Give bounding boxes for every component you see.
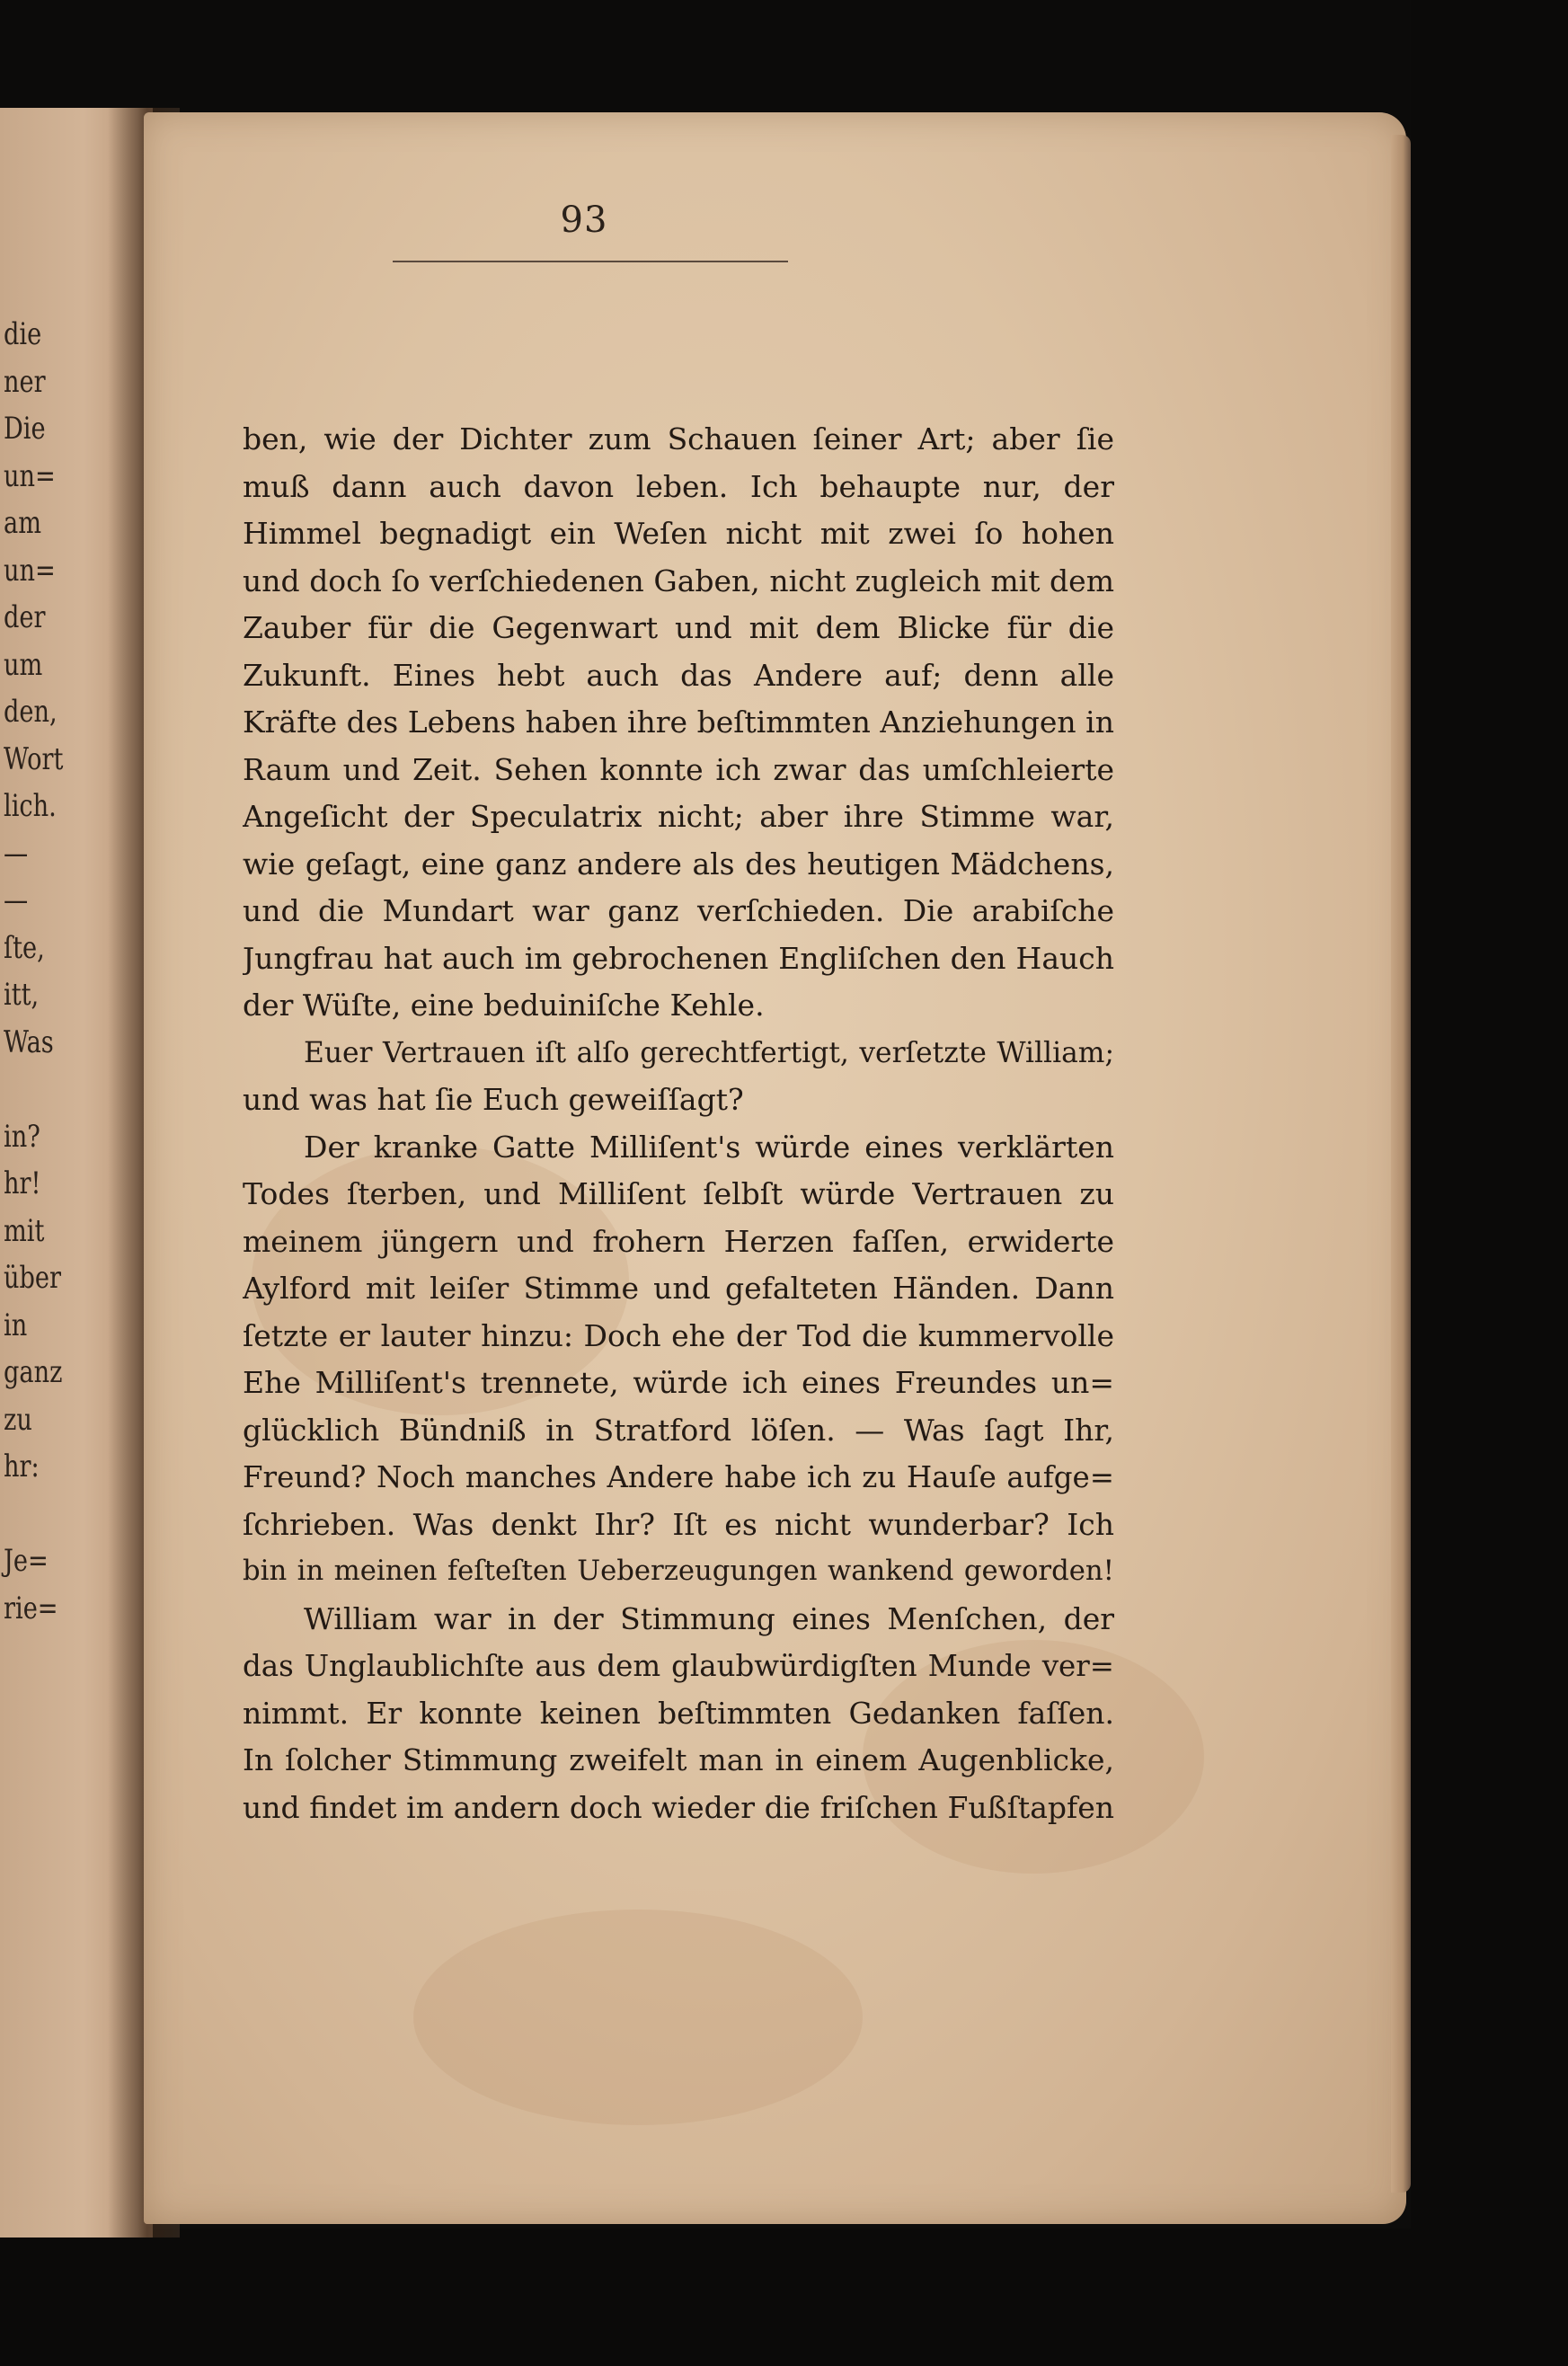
previous-page-fragment: der [4,599,46,635]
previous-page-fragment: über [4,1260,62,1296]
previous-page-fragment: itt, [4,977,40,1013]
background-bottom [0,2229,1568,2366]
text-line: Raum und Zeit. Sehen konnte ich zwar das umſchleierte [243,751,1114,787]
text-line: das Unglaublichſte aus dem glaubwürdigſten Munde ver= [243,1649,1114,1683]
text-line: und findet im andern doch wieder die friſchen Fußſtapfen [243,1789,1114,1825]
previous-page-fragment: — [4,882,29,918]
text-line: und doch ſo verſchiedenen Gaben, nicht zugleich mit dem [243,563,1114,598]
previous-page-fragment: ganz [4,1354,63,1390]
text-line: Aylford mit leiſer Stimme und gefalteten Händen. Dann [243,1271,1114,1306]
text-line: ſetzte er lauter hinzu: Doch ehe der Tod die kummervolle [243,1317,1114,1353]
text-line: Kräfte des Lebens haben ihre beſtimmten Anziehungen in [243,704,1114,740]
previous-page-fragment: Je= [4,1543,49,1579]
text-line: William war in der Stimmung eines Menſchen, der [304,1600,1114,1636]
text-line: wie geſagt, eine ganz andere als des heutigen Mädchens, [243,846,1114,882]
text-line: nimmt. Er konnte keinen beſtimmten Gedanken faſſen. [243,1695,1114,1731]
body-text [243,416,1114,1831]
text-line: Euer Vertrauen iſt alſo gerechtfertigt, verſetzte William; [304,1036,1114,1069]
previous-page-fragment: ner [4,363,46,400]
previous-page-fragment: rie= [4,1590,58,1626]
text-line: bin in meinen feſteſten Ueberzeugungen wankend geworden! [243,1555,1114,1587]
paper-stain [413,1910,863,2125]
previous-page-fragment: den, [4,694,58,730]
previous-page-fragment: in [4,1307,28,1343]
text-line: Zauber für die Gegenwart und mit dem Blicke für die [243,610,1114,645]
text-line: Der kranke Gatte Milliſent's würde eines verklärten [304,1129,1114,1165]
previous-page-fragment: die [4,316,42,352]
text-line: In ſolcher Stimmung zweifelt man in einem Augenblicke, [243,1742,1114,1777]
text-line: Zukunft. Eines hebt auch das Andere auf; denn alle [243,657,1114,693]
text-line: muß dann auch davon leben. Ich behaupte nur, der [243,468,1114,504]
previous-page-fragment: un= [4,457,56,494]
text-line: meinem jüngern und frohern Herzen faſſen, erwiderte [243,1223,1114,1259]
page-fore-edge [1391,135,1411,2193]
text-line: Jungfrau hat auch im gebrochenen Engliſchen den Hauch [243,940,1114,976]
previous-page-fragment: lich. [4,788,57,824]
previous-page-fragment: Wort [4,740,64,777]
text-line: und was hat ſie Euch geweiſſagt? [243,1082,744,1117]
text-line: Himmel begnadigt ein Weſen nicht mit zwei ſo hohen [243,516,1114,551]
text-line: und die Mundart war ganz verſchieden. Die arabiſche [243,893,1114,928]
previous-page-fragment: Die [4,411,46,447]
previous-page-fragment: am [4,505,42,541]
text-line: glücklich Bündniß in Stratford löſen. — Was ſagt Ihr, [243,1412,1114,1448]
background-right [1411,0,1568,2366]
page-number: 93 [560,199,608,241]
text-line: Angeſicht der Speculatrix nicht; aber ihre Stimme war, [243,799,1114,834]
text-line: ben, wie der Dichter zum Schauen ſeiner Art; aber ſie [243,421,1114,456]
previous-page-fragment: ſte, [4,929,45,966]
previous-page-fragment: mit [4,1212,45,1249]
previous-page-fragment: zu [4,1401,32,1438]
previous-page-fragment: in? [4,1118,40,1155]
header-rule [393,261,788,262]
previous-page-fragment: — [4,835,29,872]
previous-page-fragment: um [4,646,43,683]
text-line: ſchrieben. Was denkt Ihr? Iſt es nicht wunderbar? Ich [243,1506,1114,1542]
text-line: Ehe Milliſent's trennete, würde ich eines Freundes un= [243,1365,1114,1400]
text-line: Freund? Noch manches Andere habe ich zu Hauſe aufge= [243,1460,1114,1494]
previous-page-fragment: hr: [4,1449,40,1484]
previous-page-fragment: Was [4,1023,54,1060]
previous-page-fragment: un= [4,552,56,589]
previous-page-fragment: hr! [4,1165,41,1201]
text-line: Todes ſterben, und Milliſent ſelbſt würde Vertrauen zu [243,1176,1114,1211]
text-line: der Wüſte, eine beduiniſche Kehle. [243,988,765,1023]
